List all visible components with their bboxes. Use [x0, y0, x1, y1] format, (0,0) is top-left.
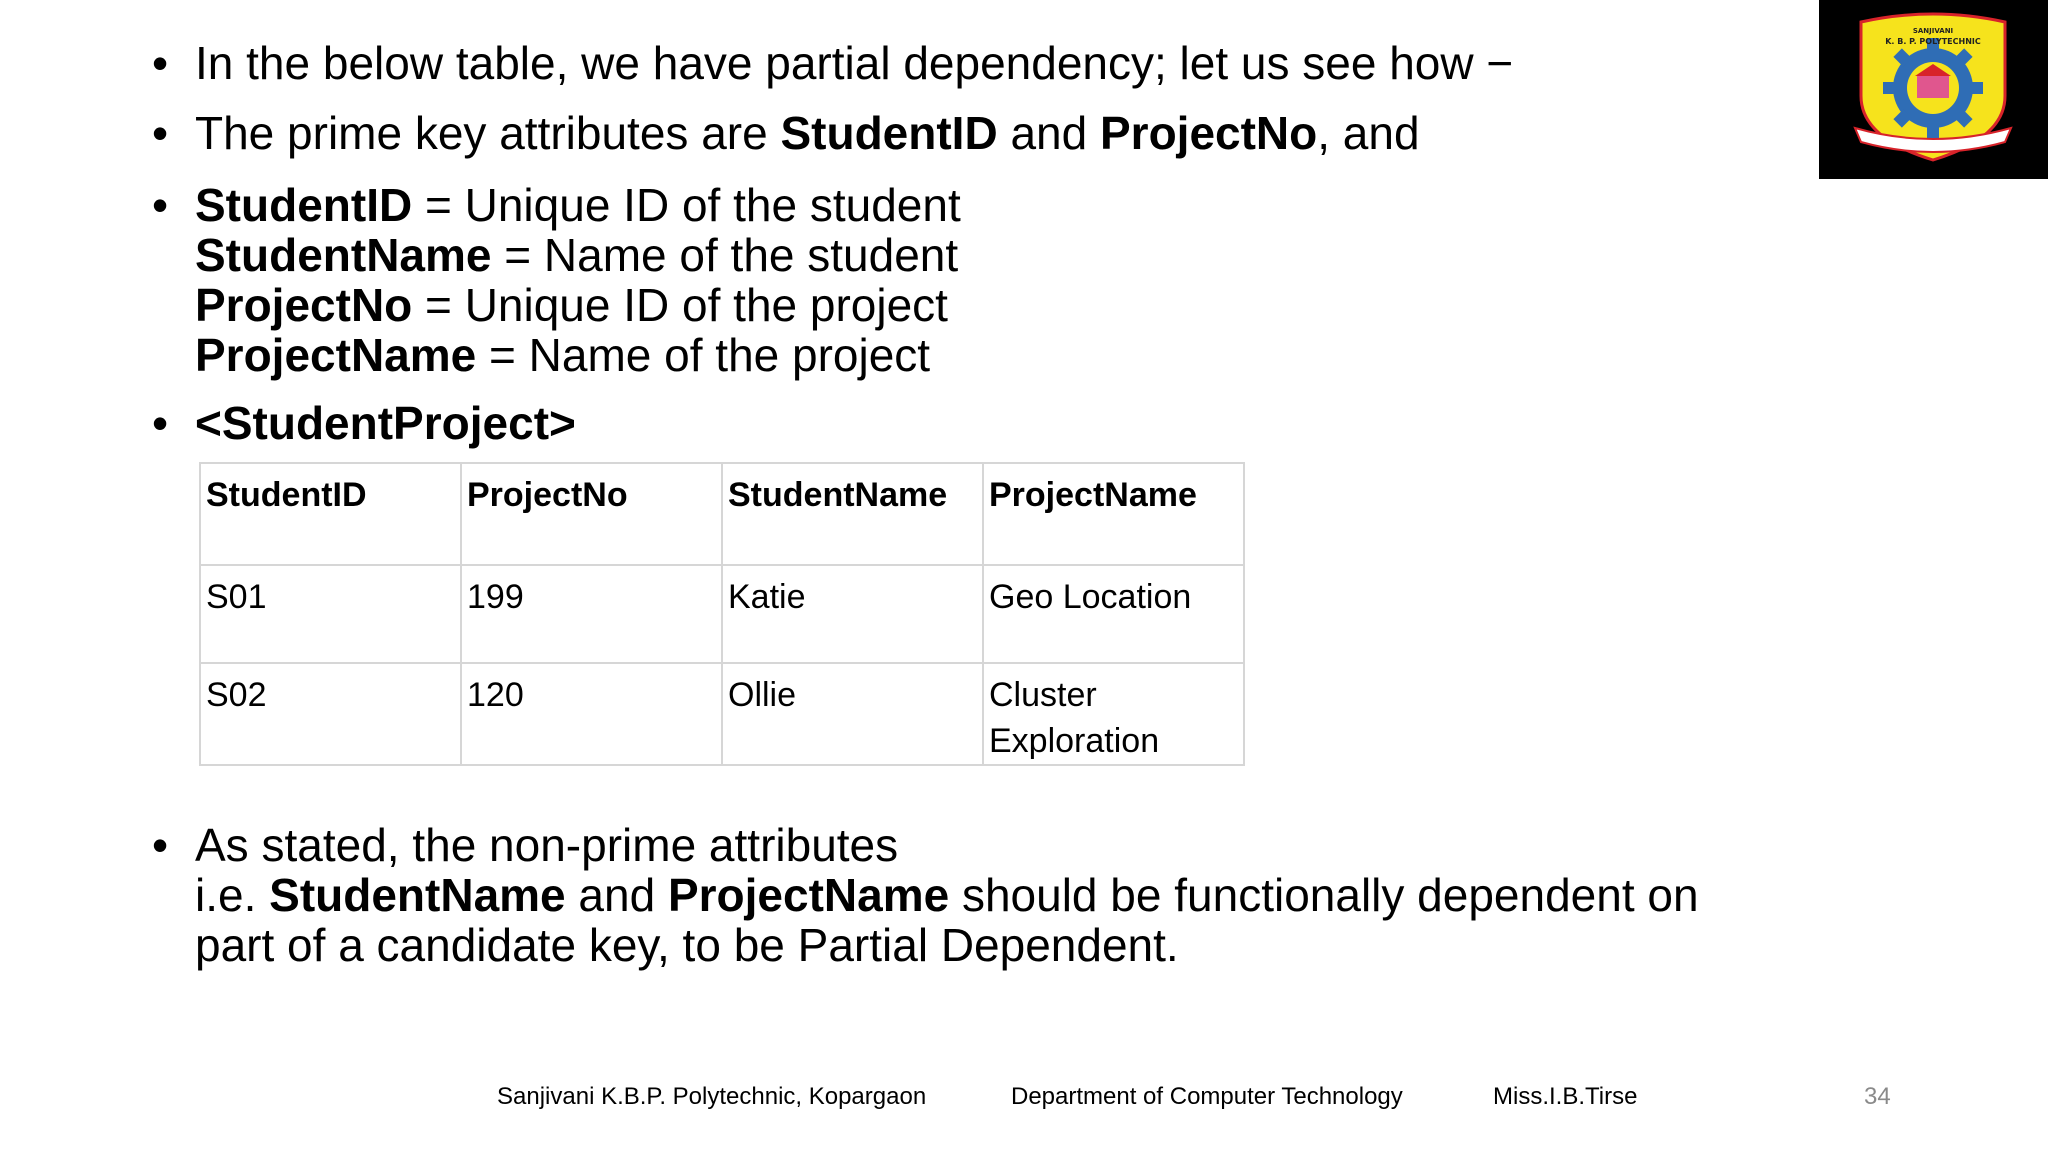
bullet-5-line-1: As stated, the non-prime attributes	[195, 819, 899, 871]
table-cell: Geo Location	[983, 565, 1244, 663]
bullet-1-text: In the below table, we have partial dependency; let us see how −	[195, 37, 1514, 89]
definition-key: StudentID	[195, 179, 413, 231]
bullet-5-line-2	[195, 870, 1699, 920]
logo-text-top: SANJIVANI	[1912, 27, 1954, 35]
definition-text: = Unique ID of the project	[412, 279, 948, 331]
page-number: 34	[1864, 1083, 1891, 1110]
table-header-cell: ProjectName	[983, 463, 1244, 565]
line-2-key-2: ProjectName	[667, 869, 950, 921]
table-header-row	[200, 463, 1244, 565]
table-title: <StudentProject>	[195, 397, 576, 449]
footer-department: Department of Computer Technology	[1011, 1083, 1403, 1110]
bullet-5-text	[195, 820, 1699, 970]
bullet-dot: •	[152, 179, 169, 231]
table-cell: 120	[461, 663, 722, 765]
definition-key: ProjectName	[195, 329, 477, 381]
college-emblem-icon	[1819, 0, 2048, 179]
table-cell: 199	[461, 565, 722, 663]
bullet-dot: •	[152, 819, 169, 871]
line-2-pre: i.e.	[195, 869, 270, 921]
table-cell: Ollie	[722, 663, 983, 765]
table-cell: Cluster Exploration	[983, 663, 1244, 765]
line-2-key-1: StudentName	[269, 869, 566, 921]
bullet-2-text	[195, 108, 1420, 158]
table-header-cell: StudentName	[722, 463, 983, 565]
definition-student-name	[195, 230, 961, 280]
table-row	[200, 565, 1244, 663]
definition-key: StudentName	[195, 229, 492, 281]
bullet-dot: •	[152, 37, 169, 89]
bullet-dot: •	[152, 397, 169, 449]
bullet-2-post: , and	[1317, 107, 1420, 159]
table-cell: Katie	[722, 565, 983, 663]
footer-institute: Sanjivani K.B.P. Polytechnic, Kopargaon	[497, 1083, 927, 1110]
definition-student-id	[195, 180, 961, 230]
logo-text-mid: K. B. P. POLYTECHNIC	[1885, 37, 1981, 46]
definition-text: = Name of the project	[476, 329, 931, 381]
table-row	[200, 663, 1244, 765]
bullet-dot: •	[152, 107, 169, 159]
attribute-definitions	[195, 180, 961, 380]
bullet-2-pre: The prime key attributes are	[195, 107, 781, 159]
student-project-table	[199, 462, 1245, 766]
bullet-5-line-3: part of a candidate key, to be Partial Dependent.	[195, 919, 1179, 971]
table-cell: S02	[200, 663, 461, 765]
definition-key: ProjectNo	[195, 279, 413, 331]
bullet-2-mid: and	[997, 107, 1100, 159]
table-cell: S01	[200, 565, 461, 663]
table-header-cell: ProjectNo	[461, 463, 722, 565]
line-2-mid: and	[565, 869, 668, 921]
definition-project-no	[195, 280, 961, 330]
line-2-post: should be functionally dependent on	[949, 869, 1699, 921]
definition-project-name	[195, 330, 961, 380]
definition-text: = Name of the student	[491, 229, 959, 281]
footer-author: Miss.I.B.Tirse	[1493, 1083, 1638, 1110]
bullet-2-key-1: StudentID	[780, 107, 998, 159]
table-header-cell: StudentID	[200, 463, 461, 565]
definition-text: = Unique ID of the student	[412, 179, 961, 231]
college-logo	[1819, 0, 2048, 179]
bullet-2-key-2: ProjectNo	[1099, 107, 1318, 159]
